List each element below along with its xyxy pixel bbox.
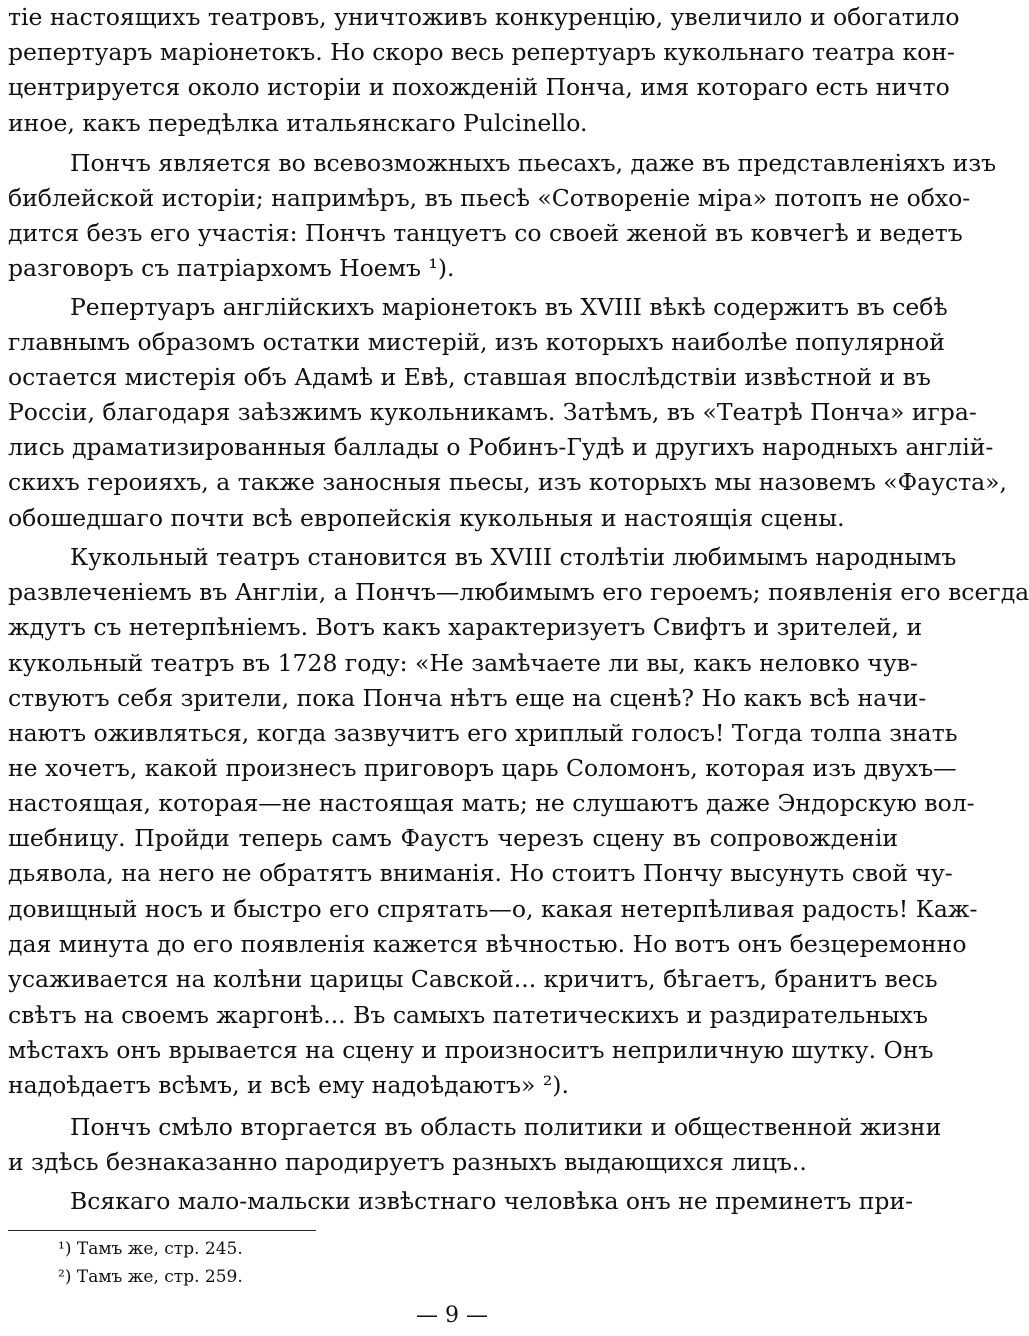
text-line: дится безъ его участія: Пончъ танцуетъ со своей женой въ ковчегѣ и ведетъ [8,219,963,247]
paragraph-first-line: Всякаго мало-мальски извѣстнаго человѣка онъ не преминетъ при- [70,1187,914,1215]
text-line: остается мистерія объ Адамѣ и Евѣ, ставшая впослѣдствіи извѣстной и въ [8,363,931,391]
paragraph-first-line: Пончъ смѣло вторгается въ область политики и общественной жизни [70,1113,942,1141]
footnote-divider [8,1230,316,1231]
text-line: наютъ оживляться, когда зазвучитъ его хриплый голосъ! Тогда толпа знать [8,719,958,747]
text-line: разговоръ съ патріархомъ Ноемъ ¹). [8,254,455,282]
text-line: тіе настоящихъ театровъ, уничтоживъ конкуренцію, увеличило и обогатило [8,3,960,31]
text-line: дьявола, на него не обратятъ вниманія. Но стоитъ Пончу высунуть свой чу- [8,859,953,887]
paragraph-first-line: Кукольный театръ становится въ XVIII столѣтіи любимымъ народнымъ [70,543,957,571]
text-line: обошедшаго почти всѣ европейскія кукольныя и настоящія сцены. [8,504,845,532]
text-line: свѣтъ на своемъ жаргонѣ... Въ самыхъ патетическихъ и раздирательныхъ [8,1001,928,1029]
text-line: библейской исторіи; напримѣръ, въ пьесѣ «Сотвореніе міра» потопъ не обхо- [8,184,971,212]
text-line: усаживается на колѣни царицы Савской... кричитъ, бѣгаетъ, бранитъ весь [8,965,938,993]
text-line: настоящая, которая—не настоящая мать; не слушаютъ даже Эндорскую вол- [8,789,975,817]
paragraph-first-line: Ποнчъ является во всевозможныхъ пьесахъ, даже въ представленіяхъ изъ [70,149,997,177]
text-line: центрируется около исторіи и похожденій Понча, имя котораго есть ничто [8,73,950,101]
page-number: — 9 — [416,1303,488,1328]
footnote: ¹) Тамъ же, стр. 245. [58,1239,243,1259]
text-line: репертуаръ маріонетокъ. Но скоро весь репертуаръ кукольнаго театра кон- [8,38,955,66]
text-line: иное, какъ передѣлка итальянскаго Pulcinello. [8,109,588,137]
text-line: Россіи, благодаря заѣзжимъ кукольникамъ. Затѣмъ, въ «Театрѣ Понча» игра- [8,398,977,426]
text-line: скихъ героияхъ, а также заносныя пьесы, изъ которыхъ мы назовемъ «Фауста», [8,468,1008,496]
text-line: надоѣдаетъ всѣмъ, и всѣ ему надоѣдаютъ» ²). [8,1071,569,1099]
text-line: лись драматизированныя баллады о Робинъ-Гудѣ и другихъ народныхъ англій- [8,433,994,461]
text-line: шебницу. Пройди теперь самъ Фаустъ черезъ сцену въ сопровожденіи [8,824,898,852]
text-line: кукольный театръ въ 1728 году: «Не замѣчаете ли вы, какъ неловко чув- [8,649,918,677]
text-line: развлеченіемъ въ Англіи, а Пончъ—любимымъ его героемъ; появленія его всегда [8,578,1029,606]
text-line: главнымъ образомъ остатки мистерій, изъ которыхъ наиболѣе популярной [8,328,945,356]
text-line: ждутъ съ нетерпѣніемъ. Вотъ какъ характеризуетъ Свифтъ и зрителей, и [8,613,923,641]
text-line: не хочетъ, какой произнесъ приговоръ царь Соломонъ, которая изъ двухъ— [8,754,957,782]
text-line: и здѣсь безнаказанно пародируетъ разныхъ выдающихся лицъ.. [8,1148,807,1176]
text-line: дая минута до его появленія кажется вѣчностью. Но вотъ онъ безцеремонно [8,930,967,958]
text-line: ствуютъ себя зрители, пока Понча нѣтъ еще на сценѣ? Но какъ всѣ начи- [8,684,927,712]
text-line: довищный носъ и быстро его спрятать—о, какая нетерпѣливая радость! Каж- [8,895,978,923]
text-line: мѣстахъ онъ врывается на сцену и произноситъ неприличную шутку. Онъ [8,1036,934,1064]
footnote: ²) Тамъ же, стр. 259. [58,1267,243,1287]
paragraph-first-line: Репертуаръ англійскихъ маріонетокъ въ XVIII вѣкѣ содержитъ въ себѣ [70,293,948,321]
